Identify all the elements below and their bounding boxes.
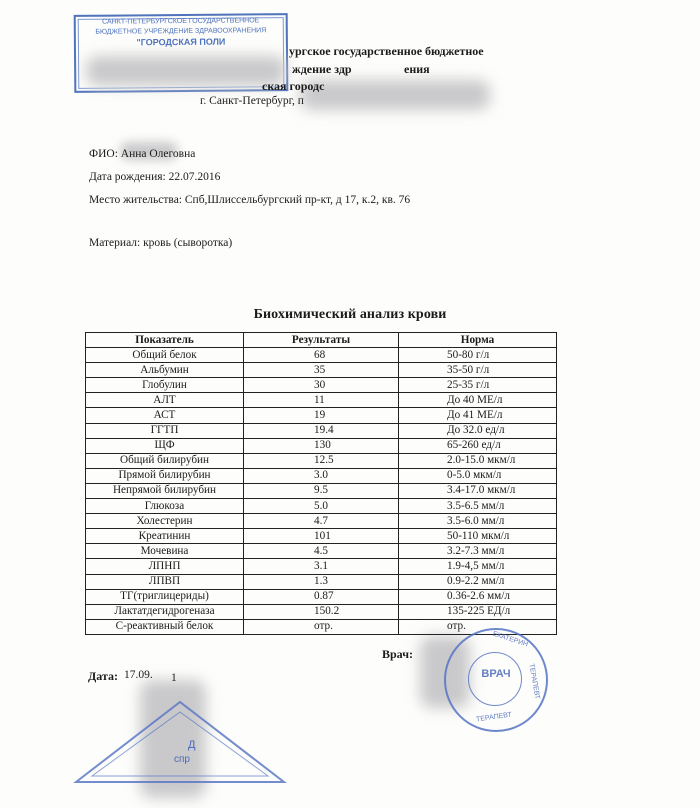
results-table xyxy=(85,332,557,635)
norm-cell: 3.5-6.5 мм/л xyxy=(399,499,557,514)
redaction-blur xyxy=(86,56,286,86)
result-cell: 12.5 xyxy=(244,453,399,468)
indicator-cell: АЛТ xyxy=(86,393,244,408)
stamp-line-3: "ГОРОДСКАЯ ПОЛИ xyxy=(136,36,226,48)
result-cell: 0.87 xyxy=(244,589,399,604)
result-cell: 35 xyxy=(244,363,399,378)
norm-cell: 135-225 ЕД/л xyxy=(399,604,557,619)
table-row xyxy=(86,408,557,423)
header-line-4: г. Санкт-Петербург, п xyxy=(200,95,304,107)
header-line-3: ская городс xyxy=(262,79,325,93)
table-row xyxy=(86,348,557,363)
patient-dob: Дата рождения: 22.07.2016 xyxy=(89,171,221,183)
norm-cell: 50-80 г/л xyxy=(399,348,557,363)
table-row xyxy=(86,574,557,589)
table-row xyxy=(86,393,557,408)
date-value: 17.09. xyxy=(124,669,153,681)
table-row xyxy=(86,499,557,514)
column-header: Показатель xyxy=(86,333,244,348)
result-cell: 11 xyxy=(244,393,399,408)
indicator-cell: ТГ(триглицериды) xyxy=(86,589,244,604)
triangle-stamp-text-2: спр xyxy=(174,754,190,765)
norm-cell: 3.4-17.0 мкм/л xyxy=(399,483,557,498)
indicator-cell: Холестерин xyxy=(86,514,244,529)
result-cell: 4.7 xyxy=(244,514,399,529)
indicator-cell: АСТ xyxy=(86,408,244,423)
doctor-label: Врач: xyxy=(382,647,413,661)
indicator-cell: ЛПВП xyxy=(86,574,244,589)
norm-cell: отр. xyxy=(399,619,557,634)
norm-cell: 2.0-15.0 мкм/л xyxy=(399,453,557,468)
doctor-round-stamp xyxy=(444,628,548,732)
header-line-1: ургское государственное бюджетное xyxy=(289,44,484,58)
triangle-stamp-text-1: Д xyxy=(188,739,196,751)
table-row xyxy=(86,604,557,619)
table-row xyxy=(86,589,557,604)
table-row xyxy=(86,483,557,498)
norm-cell: До 41 МЕ/л xyxy=(399,408,557,423)
result-cell: 5.0 xyxy=(244,499,399,514)
table-row xyxy=(86,363,557,378)
indicator-cell: ГГТП xyxy=(86,423,244,438)
indicator-cell: Общий белок xyxy=(86,348,244,363)
stamp-center-text: ВРАЧ xyxy=(481,668,511,680)
indicator-cell: Лактатдегидрогеназа xyxy=(86,604,244,619)
table-row xyxy=(86,529,557,544)
triangle-stamp xyxy=(70,690,290,790)
norm-cell: 3.5-6.0 мм/л xyxy=(399,514,557,529)
result-cell: 19.4 xyxy=(244,423,399,438)
result-cell: 101 xyxy=(244,529,399,544)
header-line-2b: ения xyxy=(404,62,430,76)
stamp-ring-text-right: ТЕРАПЕВТ xyxy=(527,663,541,700)
norm-cell: 65-260 ед/л xyxy=(399,438,557,453)
result-cell: 19 xyxy=(244,408,399,423)
report-title: Биохимический анализ крови xyxy=(253,307,447,322)
column-header: Результаты xyxy=(244,333,399,348)
norm-cell: 0.36-2.6 мм/л xyxy=(399,589,557,604)
indicator-cell: С-реактивный белок xyxy=(86,619,244,634)
patient-address: Место жительства: Спб,Шлиссельбургский пр-кт, д 17, к.2, кв. 76 xyxy=(89,194,411,206)
stamp-line-1: САНКТ-ПЕТЕРБУРГСКОЕ ГОСУДАРСТВЕННОЕ xyxy=(102,17,260,26)
norm-cell: 35-50 г/л xyxy=(399,363,557,378)
result-cell: 30 xyxy=(244,378,399,393)
stamp-line-2: БЮДЖЕТНОЕ УЧРЕЖДЕНИЕ ЗДРАВООХРАНЕНИЯ xyxy=(95,27,267,36)
table-row xyxy=(86,453,557,468)
indicator-cell: ЩФ xyxy=(86,438,244,453)
table-row xyxy=(86,544,557,559)
table-header-row xyxy=(86,333,557,348)
table-row xyxy=(86,559,557,574)
sample-material: Материал: кровь (сыворотка) xyxy=(89,237,233,249)
indicator-cell: Прямой билирубин xyxy=(86,468,244,483)
norm-cell: 50-110 мкм/л xyxy=(399,529,557,544)
stamp-ring-text-top: ЕКАТЕРИН xyxy=(491,630,529,649)
table-row xyxy=(86,423,557,438)
result-cell: отр. xyxy=(244,619,399,634)
table-row xyxy=(86,514,557,529)
result-cell: 68 xyxy=(244,348,399,363)
header-line-2: ждение здр xyxy=(292,62,352,76)
patient-name: ФИО: Анна Олеговна xyxy=(89,148,196,160)
norm-cell: 0.9-2.2 мм/л xyxy=(399,574,557,589)
stamp-ring-text-bottom: ТЕРАПЕВТ xyxy=(475,711,513,724)
table-row xyxy=(86,378,557,393)
triangle-outline xyxy=(76,702,284,782)
column-header: Норма xyxy=(399,333,557,348)
result-cell: 3.1 xyxy=(244,559,399,574)
indicator-cell: Глобулин xyxy=(86,378,244,393)
indicator-cell: Креатинин xyxy=(86,529,244,544)
norm-cell: До 40 МЕ/л xyxy=(399,393,557,408)
date-value-tail: 1 xyxy=(171,672,177,684)
indicator-cell: ЛПНП xyxy=(86,559,244,574)
triangle-inner-outline xyxy=(92,712,268,776)
norm-cell: 0-5.0 мкм/л xyxy=(399,468,557,483)
norm-cell: 3.2-7.3 мм/л xyxy=(399,544,557,559)
indicator-cell: Мочевина xyxy=(86,544,244,559)
result-cell: 9.5 xyxy=(244,483,399,498)
indicator-cell: Глюкоза xyxy=(86,499,244,514)
norm-cell: 25-35 г/л xyxy=(399,378,557,393)
norm-cell: До 32.0 ед/л xyxy=(399,423,557,438)
date-label: Дата: xyxy=(88,669,118,683)
result-cell: 150.2 xyxy=(244,604,399,619)
indicator-cell: Альбумин xyxy=(86,363,244,378)
norm-cell: 1.9-4,5 мм/л xyxy=(399,559,557,574)
table-row xyxy=(86,468,557,483)
result-cell: 4.5 xyxy=(244,544,399,559)
indicator-cell: Общий билирубин xyxy=(86,453,244,468)
result-cell: 3.0 xyxy=(244,468,399,483)
indicator-cell: Непрямой билирубин xyxy=(86,483,244,498)
redaction-blur xyxy=(300,80,490,110)
table-row xyxy=(86,438,557,453)
result-cell: 130 xyxy=(244,438,399,453)
result-cell: 1.3 xyxy=(244,574,399,589)
